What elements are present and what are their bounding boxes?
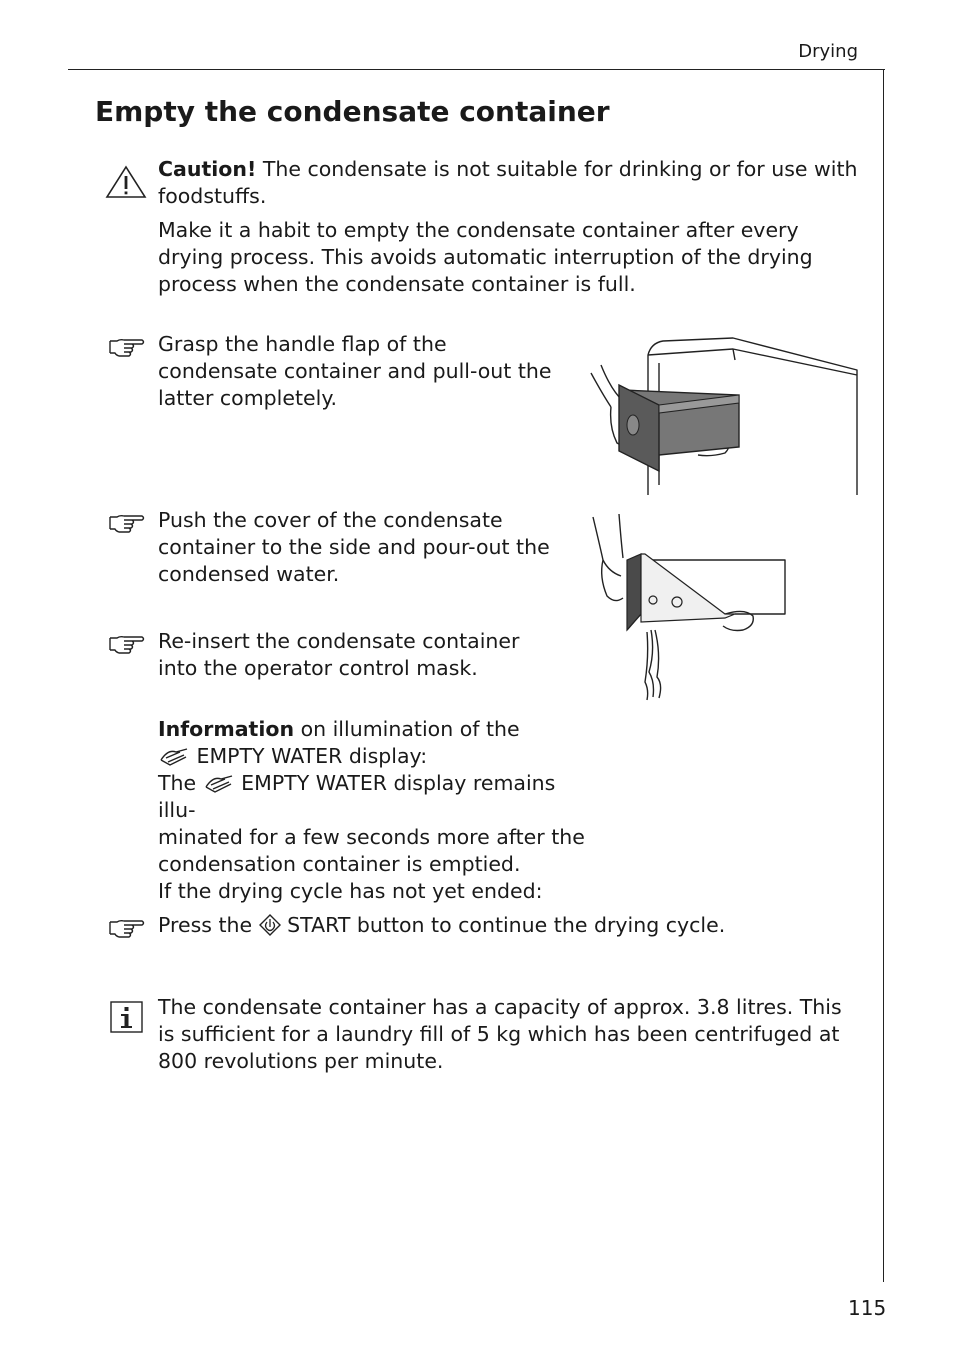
habit-paragraph: Make it a habit to empty the condensate container after every drying process. This avoids automatic interruption of the drying process when the condensate container is full. [158,218,813,296]
step-3: Re-insert the condensate container into the operator control mask. [158,629,520,680]
pour-out-water-illustration [585,512,790,704]
page-title: Empty the condensate container [95,95,610,128]
pull-out-container-illustration [583,335,863,500]
information-line-5: condensation container is emptied. [158,852,521,876]
info-icon [110,1001,143,1033]
cycle-condition: If the drying cycle has not yet ended: [158,879,543,903]
information-line-2: EMPTY WATER display: [158,743,598,770]
pointing-hand-icon [108,336,146,360]
information-block [158,716,598,878]
information-line-1: Information on illumination of the [158,717,520,741]
step-1: Grasp the handle flap of the condensate container and pull-out the latter completely. [158,332,552,410]
information-line-4: minated for a few seconds more after the [158,825,585,849]
information-label: Information [158,717,295,741]
empty-water-icon [203,774,235,794]
caution-paragraph [158,156,858,210]
step-2: Push the cover of the condensate container to the side and pour-out the condensed water. [158,508,550,586]
caution-text: The condensate is not suitable for drinking or for use with foodstuffs. [158,157,858,208]
press-start-step: Press the START button to continue the drying cycle. [158,913,726,937]
pointing-hand-icon [108,633,146,657]
capacity-note: The condensate container has a capacity of approx. 3.8 litres. This is sufficient for a laundry fill of 5 kg which has been centrifuged at 800 revolutions per minute. [158,995,842,1073]
pointing-hand-icon [108,917,146,941]
page-number: 115 [848,1296,887,1320]
running-header: Drying [798,41,858,62]
information-line-3: The EMPTY WATER display remains illu- [158,771,556,822]
side-rule [883,69,884,1282]
start-diamond-icon [259,914,281,936]
header-rule [68,69,885,70]
pointing-hand-icon [108,512,146,536]
warning-triangle-icon [105,165,147,199]
caution-label: Caution! [158,157,257,181]
empty-water-icon [158,747,190,767]
